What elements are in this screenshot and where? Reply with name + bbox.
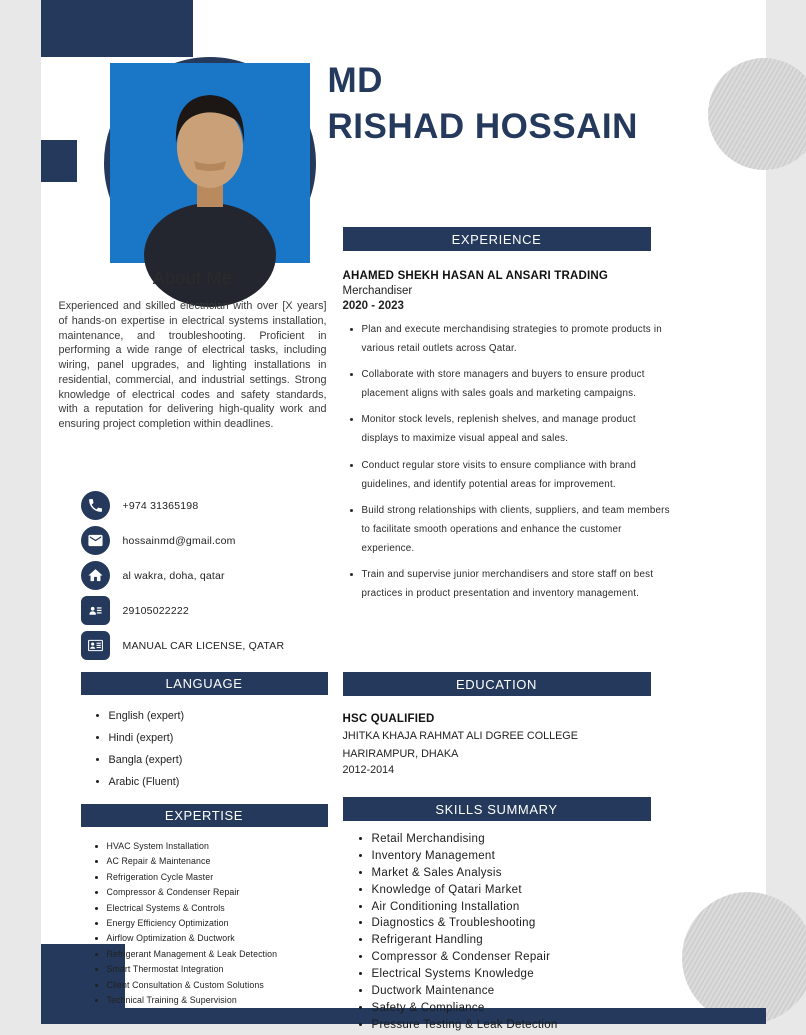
experience-bullet: • Build strong relationships with clients, suppliers, and team members to facilitate smooth operations and enhance the customer experience. xyxy=(362,501,676,558)
skill-item: • Market & Sales Analysis xyxy=(372,866,672,880)
decoration-circle-top-right xyxy=(708,58,806,170)
language-item: • Arabic (Fluent) xyxy=(109,776,329,788)
skills-list xyxy=(357,832,672,1035)
language-list xyxy=(93,710,329,798)
id-card-icon xyxy=(81,596,110,625)
experience-bullet: • Plan and execute merchandising strategies to promote products in various retail outlets across Qatar. xyxy=(362,320,676,358)
skill-item: • Inventory Management xyxy=(372,849,672,863)
contact-address xyxy=(81,561,333,590)
skill-item: • Diagnostics & Troubleshooting xyxy=(372,916,672,930)
expertise-item: • AC Repair & Maintenance xyxy=(107,856,337,866)
skill-item: • Electrical Systems Knowledge xyxy=(372,967,672,981)
mail-icon xyxy=(81,526,110,555)
portrait-illustration xyxy=(110,63,310,263)
skills-section-header: SKILLS SUMMARY xyxy=(343,797,651,821)
education-degree: HSC QUALIFIED xyxy=(343,713,661,725)
skill-item: • Ductwork Maintenance xyxy=(372,984,672,998)
experience-heading-block xyxy=(343,270,661,312)
education-dates: 2012-2014 xyxy=(343,764,661,776)
contact-license-text: MANUAL CAR LICENSE, QATAR xyxy=(123,640,285,652)
skill-item: • Air Conditioning Installation xyxy=(372,900,672,914)
experience-company: AHAMED SHEKH HASAN AL ANSARI TRADING xyxy=(343,270,661,282)
contact-phone xyxy=(81,491,333,520)
language-item: • English (expert) xyxy=(109,710,329,722)
skill-item: • Knowledge of Qatari Market xyxy=(372,883,672,897)
name-heading xyxy=(328,58,638,149)
about-title: About Me xyxy=(59,268,327,289)
skill-item: • Retail Merchandising xyxy=(372,832,672,846)
resume-page xyxy=(41,0,766,1024)
education-school-line2: HARIRAMPUR, DHAKA xyxy=(343,747,661,761)
home-icon xyxy=(81,561,110,590)
expertise-item: • Client Consultation & Custom Solutions xyxy=(107,980,337,990)
contact-license xyxy=(81,631,333,660)
expertise-item: • Airflow Optimization & Ductwork xyxy=(107,933,337,943)
last-name: RISHAD HOSSAIN xyxy=(328,104,638,150)
expertise-item: • Refrigeration Cycle Master xyxy=(107,872,337,882)
license-card-icon xyxy=(81,631,110,660)
contact-id-number xyxy=(81,596,333,625)
experience-bullet: • Train and supervise junior merchandisers and store staff on best practices in product presentation and inventory management. xyxy=(362,565,676,603)
experience-section-header: EXPERIENCE xyxy=(343,227,651,251)
skill-item: • Compressor & Condenser Repair xyxy=(372,950,672,964)
education-school-line1: JHITKA KHAJA RAHMAT ALI DGREE COLLEGE xyxy=(343,729,661,743)
about-text: Experienced and skilled electrician with over [X years] of hands-on expertise in electrical systems installation, maintenance, and troubleshooting. Proficient in performing a wide range of electrical tasks, including wiring, panel upgrades, and lighting installations in residential, commercial, and industrial settings. Strong knowledge of electrical codes and safety standards, with a reputation for delivering high-quality work and ensuring project completion within deadlines. xyxy=(59,299,327,432)
experience-bullet: • Conduct regular store visits to ensure compliance with brand guidelines, and identify potential areas for improvement. xyxy=(362,456,676,494)
contact-list xyxy=(81,491,333,666)
experience-bullet: • Monitor stock levels, replenish shelves, and manage product displays to maximize visual appeal and sales. xyxy=(362,410,676,448)
experience-bullet: • Collaborate with store managers and buyers to ensure product placement aligns with sales goals and marketing campaigns. xyxy=(362,365,676,403)
expertise-section-header: EXPERTISE xyxy=(81,804,328,827)
contact-phone-text: +974 31365198 xyxy=(123,500,199,512)
profile-photo xyxy=(104,57,316,269)
decoration-top-left-bar xyxy=(41,0,193,57)
skill-item: • Refrigerant Handling xyxy=(372,933,672,947)
expertise-item: • Compressor & Condenser Repair xyxy=(107,887,337,897)
contact-email-text: hossainmd@gmail.com xyxy=(123,535,236,547)
experience-dates: 2020 - 2023 xyxy=(343,300,661,312)
language-item: • Bangla (expert) xyxy=(109,754,329,766)
expertise-list xyxy=(93,841,337,1010)
contact-email xyxy=(81,526,333,555)
expertise-item: • Electrical Systems & Controls xyxy=(107,903,337,913)
expertise-item: • Energy Efficiency Optimization xyxy=(107,918,337,928)
skill-item: • Pressure Testing & Leak Detection xyxy=(372,1018,672,1032)
experience-role: Merchandiser xyxy=(343,285,661,297)
contact-address-text: al wakra, doha, qatar xyxy=(123,570,225,582)
language-item: • Hindi (expert) xyxy=(109,732,329,744)
phone-icon xyxy=(81,491,110,520)
expertise-item: • HVAC System Installation xyxy=(107,841,337,851)
skill-item: • Safety & Compliance xyxy=(372,1001,672,1015)
expertise-item: • Smart Thermostat Integration xyxy=(107,964,337,974)
first-name: MD xyxy=(328,58,638,104)
education-section-header: EDUCATION xyxy=(343,672,651,696)
decoration-circle-bottom-right xyxy=(682,892,806,1024)
contact-id-number-text: 29105022222 xyxy=(123,605,189,617)
education-block xyxy=(343,713,661,776)
expertise-item: • Refrigerant Management & Leak Detection xyxy=(107,949,337,959)
experience-bullet-list xyxy=(347,320,676,610)
decoration-left-square xyxy=(41,140,77,182)
expertise-item: • Technical Training & Supervision xyxy=(107,995,337,1005)
language-section-header: LANGUAGE xyxy=(81,672,328,695)
